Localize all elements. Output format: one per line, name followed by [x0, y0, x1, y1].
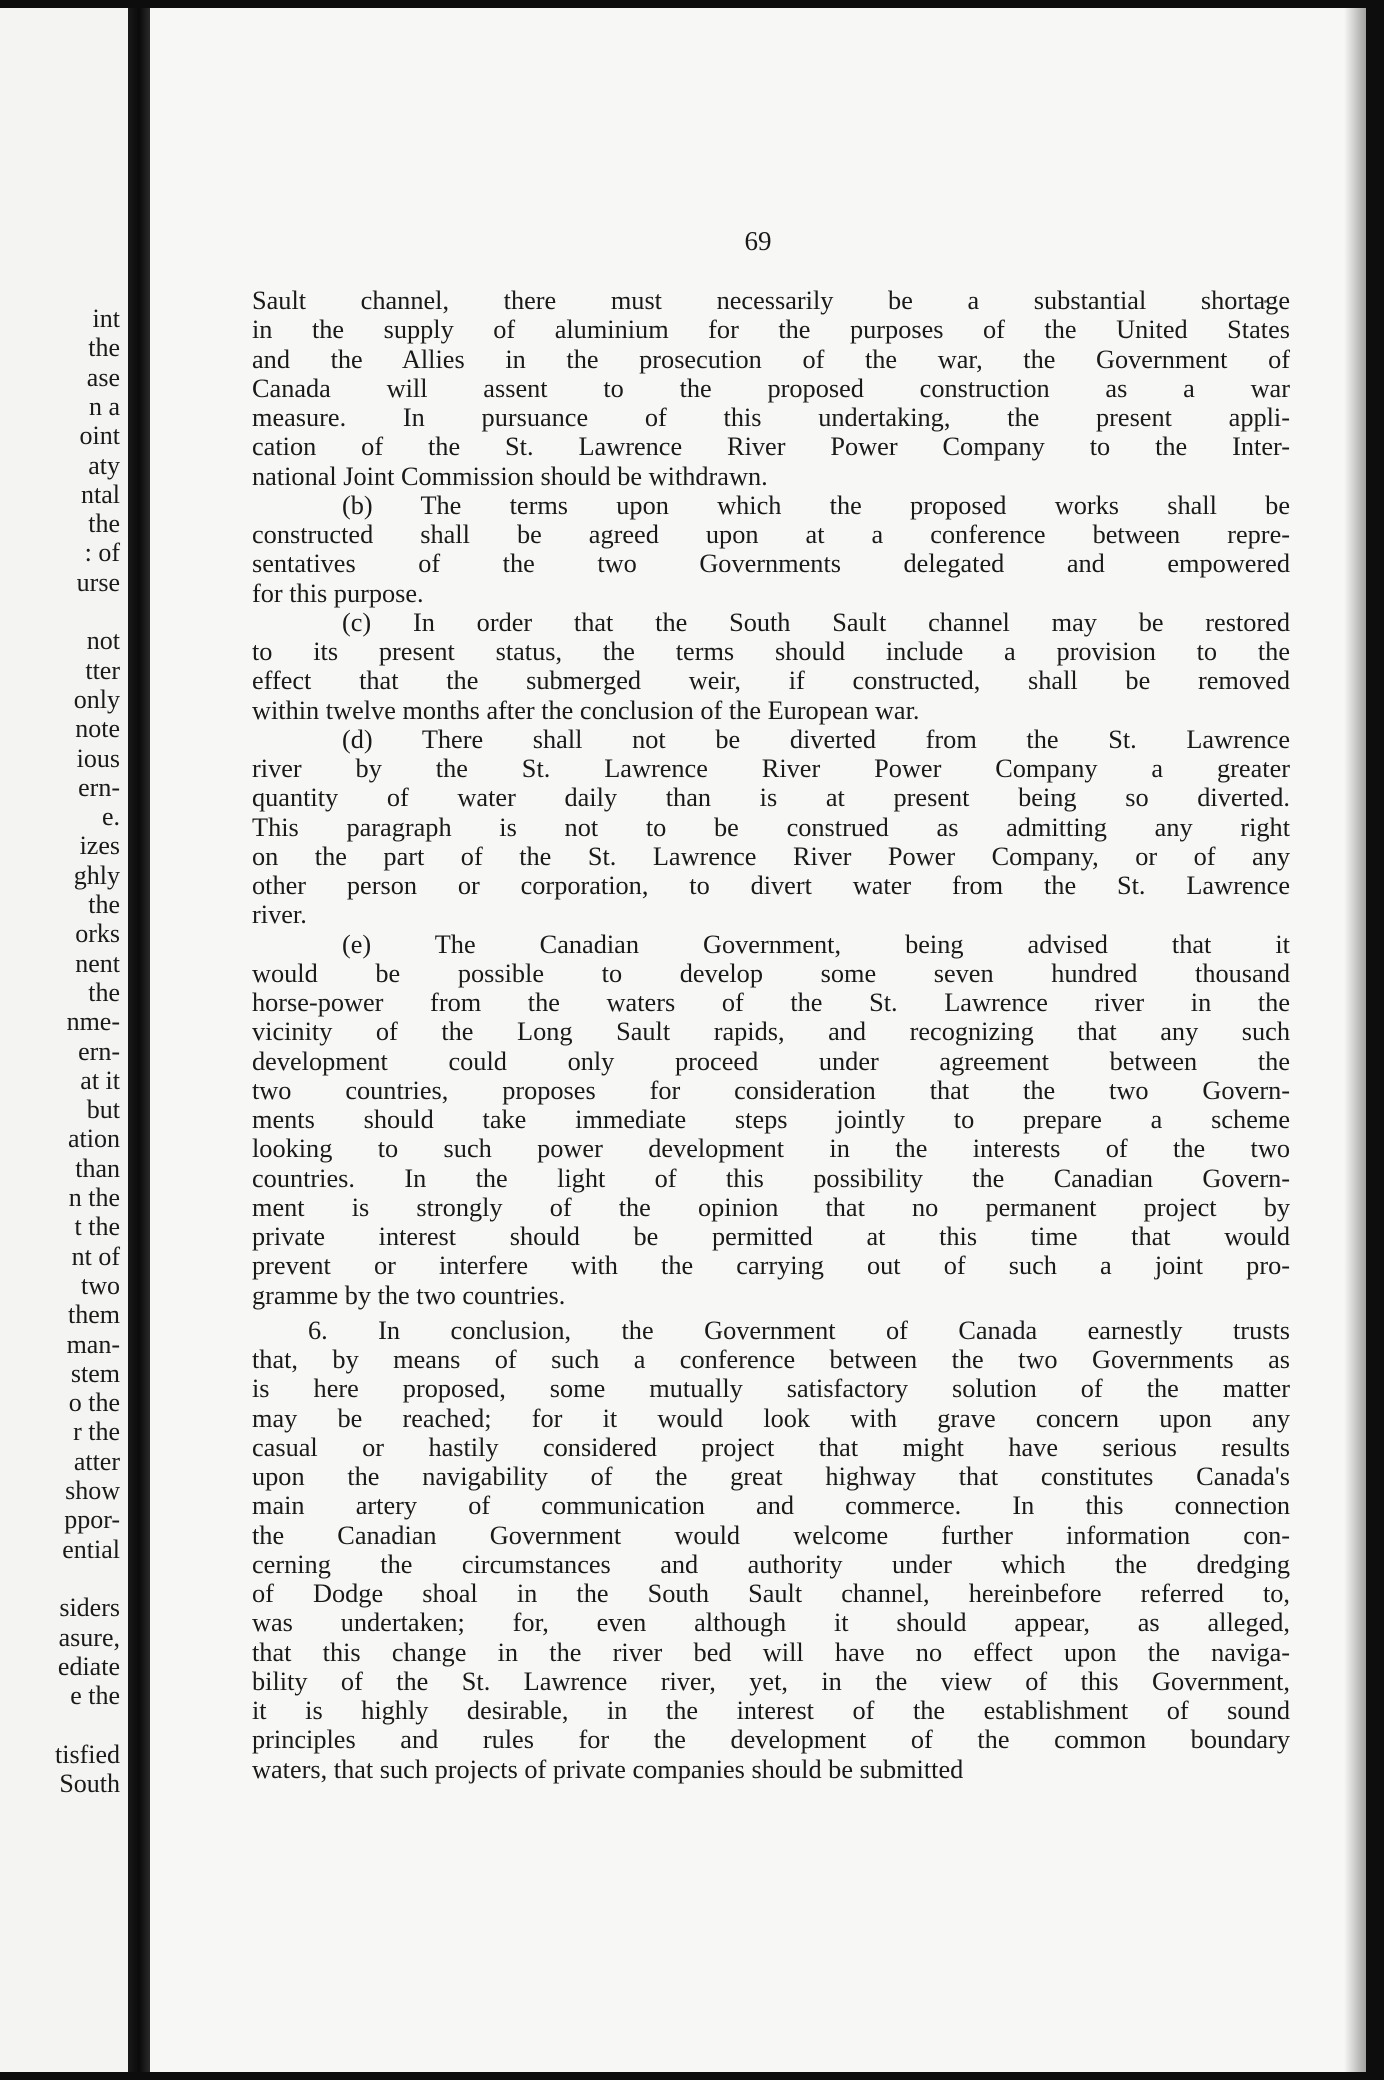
text-line: river.: [252, 900, 307, 930]
text-line: constructed shall be agreed upon at a conference between repre-: [252, 520, 1290, 549]
left-page-line: asure,: [58, 1622, 120, 1652]
left-page-line: only: [73, 684, 120, 714]
book-gutter: [128, 8, 150, 2072]
left-page-line: tisfied: [55, 1739, 120, 1769]
left-page-line: orks: [75, 919, 120, 949]
text-line: on the part of the St. Lawrence River Power Company, or of any: [252, 841, 1290, 871]
text-line: would be possible to develop some seven hundred thousand: [252, 958, 1290, 988]
left-page-line: t the: [74, 1212, 120, 1242]
text-line: (b) The terms upon which the proposed works shall be: [342, 490, 1290, 520]
text-line: and the Allies in the prosecution of the war, the Government of: [252, 344, 1290, 374]
text-line: ment is strongly of the opinion that no permanent project by: [252, 1192, 1290, 1222]
body-text: [252, 286, 1290, 1784]
text-line: that this change in the river bed will have no effect upon the naviga-: [252, 1637, 1290, 1667]
text-line: countries. In the light of this possibility the Canadian Govern-: [252, 1163, 1290, 1193]
paragraph: [252, 608, 1290, 725]
left-page-line: note: [75, 714, 120, 744]
text-line: cerning the circumstances and authority under which the dredging: [252, 1549, 1290, 1579]
text-line: vicinity of the Long Sault rapids, and recognizing that any such: [252, 1017, 1290, 1047]
left-page-line: r the: [73, 1417, 120, 1447]
text-line: looking to such power development in the interests of the two: [252, 1134, 1290, 1164]
paragraph: [252, 286, 1290, 491]
text-line: Canada will assent to the proposed construction as a war: [252, 373, 1290, 403]
text-line: national Joint Commission should be withdrawn.: [252, 461, 768, 491]
text-line: cation of the St. Lawrence River Power Company to the Inter-: [252, 432, 1290, 462]
text-line: waters, that such projects of private companies should be submitted: [252, 1754, 964, 1784]
left-page-line: South: [59, 1769, 120, 1798]
text-line: Sault channel, there must necessarily be a substantial shortage: [252, 286, 1290, 315]
left-page-line: not: [86, 626, 120, 656]
text-line: effect that the submerged weir, if constructed, shall be removed: [252, 666, 1290, 696]
left-page-line: than: [75, 1153, 120, 1183]
text-line: other person or corporation, to divert water from the St. Lawrence: [252, 871, 1290, 900]
left-page-line: stem: [70, 1358, 120, 1388]
text-line: the Canadian Government would welcome further information con-: [252, 1520, 1290, 1550]
text-line: quantity of water daily than is at present being so diverted.: [252, 783, 1290, 813]
left-page-line: ious: [76, 743, 120, 773]
right-page: [150, 8, 1366, 2072]
left-page-line: ase: [86, 362, 120, 392]
text-line: river by the St. Lawrence River Power Company a greater: [252, 754, 1290, 783]
text-line: 6. In conclusion, the Government of Canada earnestly trusts: [308, 1315, 1290, 1345]
left-page-line: aty: [88, 450, 120, 480]
left-page-line: nent: [75, 948, 120, 978]
left-page-line: at it: [80, 1065, 120, 1095]
left-page-line: oint: [79, 421, 120, 451]
left-page-line: nt of: [71, 1241, 120, 1271]
text-line: within twelve months after the conclusion of the European war.: [252, 695, 920, 725]
left-page-line: n a: [88, 391, 120, 421]
page-edge-shadow: [1344, 8, 1366, 2072]
left-page-line: ghly: [73, 860, 120, 890]
left-page-line: ential: [62, 1534, 120, 1564]
text-line: (d) There shall not be diverted from the St. Lawrence: [342, 724, 1290, 754]
text-line: for this purpose.: [252, 578, 424, 608]
text-line: is here proposed, some mutually satisfactory solution of the matter: [252, 1374, 1290, 1404]
page-number: 69: [744, 226, 772, 256]
text-line: in the supply of aluminium for the purposes of the United States: [252, 315, 1290, 345]
left-page-line: tter: [85, 655, 120, 685]
left-page-line: the: [88, 977, 120, 1007]
text-line: may be reached; for it would look with grave concern upon any: [252, 1403, 1290, 1433]
text-line: upon the navigability of the great highway that constitutes Canada's: [252, 1462, 1290, 1491]
text-line: prevent or interfere with the carrying out of such a joint pro-: [252, 1251, 1290, 1281]
left-page-line: atter: [73, 1446, 120, 1476]
text-line: main artery of communication and commerce. In this connection: [252, 1491, 1290, 1521]
paragraph: [252, 725, 1290, 930]
text-line: measure. In pursuance of this undertaking, the present appli-: [252, 403, 1290, 432]
left-page-line: e.: [101, 802, 120, 832]
left-page-line: show: [65, 1476, 120, 1505]
paragraph: [252, 1316, 1290, 1784]
paragraph: [252, 930, 1290, 1310]
text-line: (c) In order that the South Sault channel may be restored: [342, 607, 1290, 637]
text-line: to its present status, the terms should include a provision to the: [252, 637, 1290, 666]
text-line: (e) The Canadian Government, being advised that it: [342, 929, 1290, 959]
left-page-line: ppor-: [64, 1505, 120, 1535]
left-page-line: ntal: [81, 479, 120, 509]
left-page-line: them: [68, 1300, 120, 1330]
left-page-line: ation: [68, 1124, 120, 1154]
left-page-line: siders: [59, 1593, 120, 1623]
left-page-line: int: [92, 304, 120, 333]
paragraph: [252, 491, 1290, 608]
text-line: two countries, proposes for consideration that the two Govern-: [252, 1075, 1290, 1105]
text-line: development could only proceed under agreement between the: [252, 1046, 1290, 1076]
text-line: casual or hastily considered project that might have serious results: [252, 1432, 1290, 1462]
text-line: This paragraph is not to be construed as admitting any right: [252, 812, 1290, 842]
left-page-line: man-: [66, 1329, 120, 1359]
left-page-line: the: [88, 890, 120, 919]
left-page-line: but: [86, 1095, 120, 1125]
left-page-line: : of: [84, 538, 120, 568]
left-page-line: izes: [79, 831, 120, 861]
text-line: bility of the St. Lawrence river, yet, in the view of this Government,: [252, 1666, 1290, 1696]
text-line: horse-power from the waters of the St. Lawrence river in the: [252, 988, 1290, 1017]
left-page-fragment: [0, 8, 128, 2072]
left-page-line: urse: [76, 567, 120, 597]
text-line: sentatives of the two Governments delegated and empowered: [252, 549, 1290, 579]
left-page-line: ern-: [78, 772, 120, 802]
text-line: was undertaken; for, even although it should appear, as alleged,: [252, 1608, 1290, 1638]
left-page-line: o the: [68, 1388, 120, 1418]
left-page-line: the: [88, 333, 120, 363]
text-line: principles and rules for the development of the common boundary: [252, 1725, 1290, 1755]
left-page-line: ediate: [57, 1651, 120, 1681]
left-page-line: two: [81, 1270, 120, 1300]
left-page-line: e the: [70, 1681, 120, 1711]
text-line: private interest should be permitted at this time that would: [252, 1222, 1290, 1251]
text-line: that, by means of such a conference between the two Governments as: [252, 1345, 1290, 1374]
text-line: gramme by the two countries.: [252, 1280, 566, 1310]
left-page-line: nme-: [66, 1007, 120, 1037]
left-page-line: the: [88, 509, 120, 539]
left-page-line: ern-: [78, 1036, 120, 1066]
text-line: ments should take immediate steps jointly to prepare a scheme: [252, 1105, 1290, 1134]
left-page-line: n the: [68, 1183, 120, 1212]
text-line: it is highly desirable, in the interest of the establishment of sound: [252, 1696, 1290, 1725]
text-line: of Dodge shoal in the South Sault channel, hereinbefore referred to,: [252, 1579, 1290, 1608]
